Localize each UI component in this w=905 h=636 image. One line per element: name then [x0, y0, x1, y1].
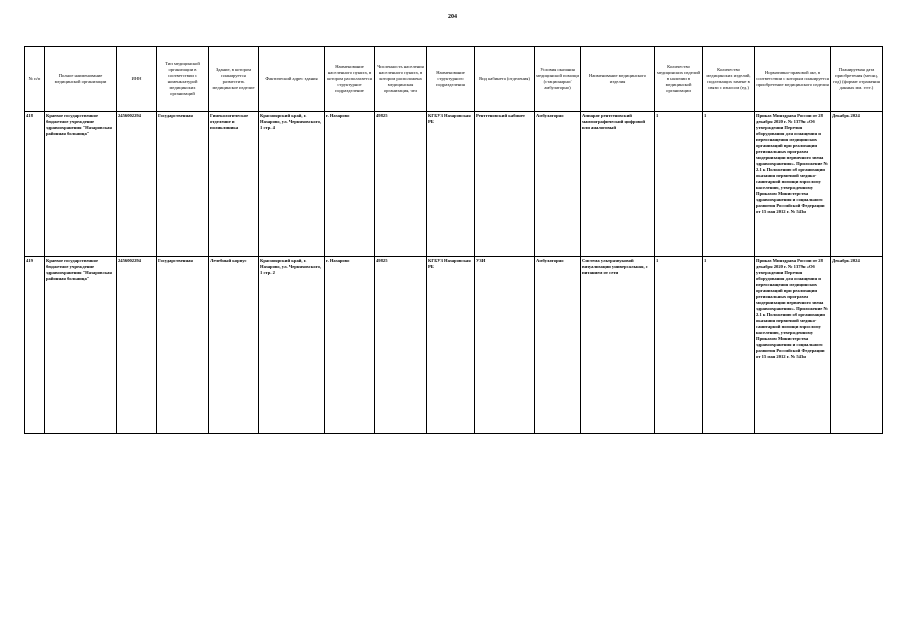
- col-header-qty-replace: Количество медицинских изделий, подлежащих замене в связи с износом (ед.): [703, 47, 755, 112]
- cell-inn: 2456002294: [117, 257, 157, 434]
- header-row: [25, 47, 883, 112]
- col-header-address: Фактический адрес здания: [259, 47, 325, 112]
- cell-conditions: Амбулаторно: [535, 257, 581, 434]
- cell-qty-have: 1: [655, 257, 703, 434]
- cell-building: Гинекологическое отделение и поликлиника: [209, 112, 259, 257]
- cell-qty-have: 1: [655, 112, 703, 257]
- cell-device: Аппарат рентгеновский маммографический цифровой или аналоговый: [581, 112, 655, 257]
- cell-device: Система ультразвуковой визуализации универсальная, с питанием от сети: [581, 257, 655, 434]
- cell-qty-replace: 1: [703, 257, 755, 434]
- col-header-cabinet: Вид кабинета (отделения): [475, 47, 535, 112]
- cell-num: 419: [25, 257, 45, 434]
- cell-date: Декабрь 2024: [831, 112, 883, 257]
- col-header-device: Наименование медицинского изделия: [581, 47, 655, 112]
- cell-act: Приказ Минздрава России от 28 декабря 2020 г. № 1379н «Об утверждении Перечня оборудования для оснащения и переоснащения медицинских организаций при реализации региональных программ модернизации первичного звена здравоохранения». Приложение № 2.1 к Положению об организации оказания первичной медико-санитарной помощи взрослому населению, утвержденному Приказом Министерства здравоохранения и социального развития Российской Федерации от 15 мая 2012 г. № 543н: [755, 112, 831, 257]
- col-header-unit: Наименование структурного подразделения: [427, 47, 475, 112]
- cell-address: Красноярский край, г. Назарово, ул. Черняховского, 1 стр. 4: [259, 112, 325, 257]
- equipment-table: [24, 46, 883, 434]
- col-header-act: Нормативно-правовой акт, в соответствии с которым планируется приобретение медицинского изделия: [755, 47, 831, 112]
- cell-act: Приказ Минздрава России от 28 декабря 2020 г. № 1379н «Об утверждении Перечня оборудования для оснащения и переоснащения медицинских организаций при реализации региональных программ модернизации первичного звена здравоохранения». Приложение № 2.1 к Положению об организации оказания первичной медико-санитарной помощи взрослому населению, утвержденному Приказом Министерства здравоохранения и социального развития Российской Федерации от 15 мая 2012 г. № 543н: [755, 257, 831, 434]
- col-header-conditions: Условия оказания медицинской помощи (стационарно/амбулаторно): [535, 47, 581, 112]
- cell-date: Декабрь 2024: [831, 257, 883, 434]
- cell-qty-replace: 1: [703, 112, 755, 257]
- cell-population: 49825: [375, 112, 427, 257]
- cell-num: 418: [25, 112, 45, 257]
- cell-org: Краевое государственное бюджетное учреждение здравоохранения "Назаровская районная больница": [45, 112, 117, 257]
- col-header-qty-have: Количество медицинских изделий в наличии в медицинской организации: [655, 47, 703, 112]
- col-header-type: Тип медицинской организации в соответствии с номенклатурой медицинских организаций: [157, 47, 209, 112]
- cell-unit: КГБУЗ Назаровская РБ: [427, 112, 475, 257]
- col-header-inn: ИНН: [117, 47, 157, 112]
- cell-inn: 2456002294: [117, 112, 157, 257]
- col-header-locality: Наименование населенного пункта, в котором располагается структурное подразделение: [325, 47, 375, 112]
- cell-unit: КГБУЗ Назаровская РБ: [427, 257, 475, 434]
- cell-population: 49825: [375, 257, 427, 434]
- col-header-building: Здание, в котором планируется разместить медицинское изделие: [209, 47, 259, 112]
- col-header-population: Численность населения населенного пункта, в котором расположена медицинская организация, чел: [375, 47, 427, 112]
- cell-address: Красноярский край, г. Назарово, ул. Черняховского, 1 стр. 2: [259, 257, 325, 434]
- col-header-num: № п/п: [25, 47, 45, 112]
- page-number: 204: [448, 14, 457, 20]
- cell-type: Государственная: [157, 257, 209, 434]
- cell-locality: г. Назарово: [325, 112, 375, 257]
- table-row: [25, 257, 883, 434]
- table-row: [25, 112, 883, 257]
- cell-conditions: Амбулаторно: [535, 112, 581, 257]
- col-header-org: Полное наименование медицинской организации: [45, 47, 117, 112]
- cell-type: Государственная: [157, 112, 209, 257]
- cell-locality: г. Назарово: [325, 257, 375, 434]
- cell-org: Краевое государственное бюджетное учреждение здравоохранения "Назаровская районная больница": [45, 257, 117, 434]
- cell-cabinet: Рентгеновский кабинет: [475, 112, 535, 257]
- cell-building: Лечебный корпус: [209, 257, 259, 434]
- col-header-date: Планируемая дата приобретения (месяц, год) (формат отражения данных мм. гггг.): [831, 47, 883, 112]
- cell-cabinet: УЗИ: [475, 257, 535, 434]
